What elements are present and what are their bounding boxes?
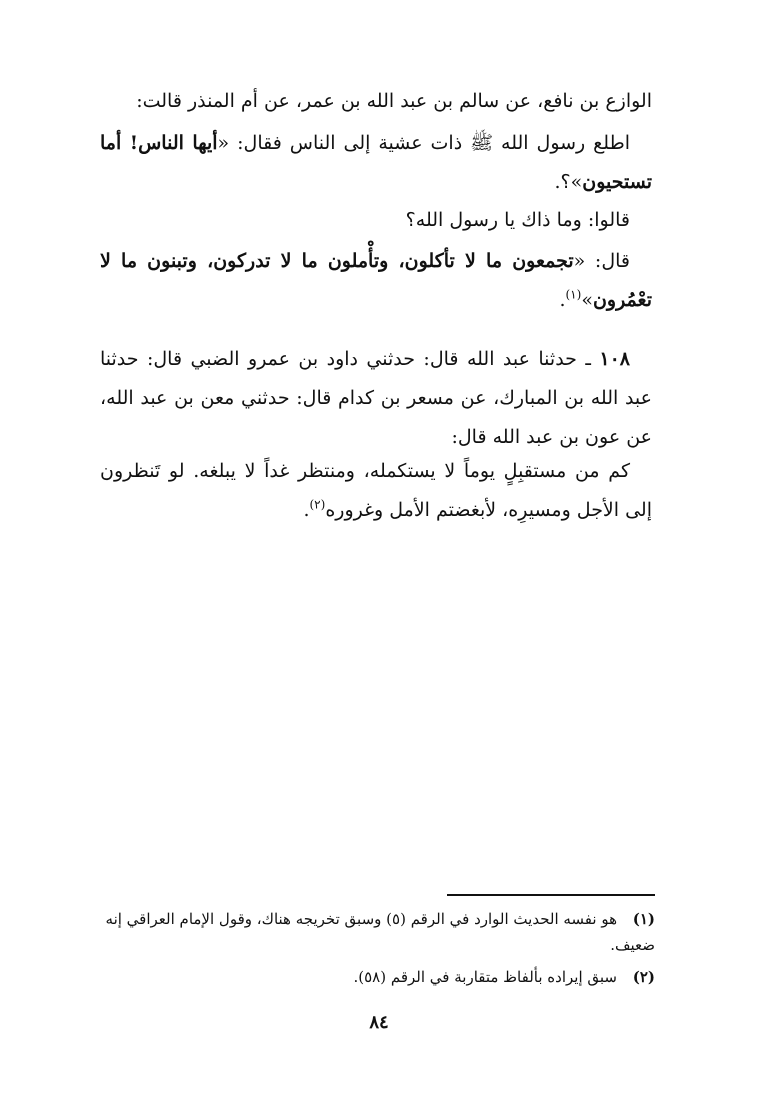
paragraph-6-line — [100, 452, 652, 530]
paragraph-saying-awn — [100, 452, 652, 530]
paragraph-6-tail: . — [303, 499, 310, 521]
paragraph-4-intro: قال: « — [573, 250, 630, 272]
paragraph-4-bold: تجمعون ما لا تأكلون، وتأْملون ما لا تدركون، وتبنون ما لا تعْمُرون — [100, 250, 652, 311]
paragraph-2-end: »؟. — [554, 171, 583, 193]
footnote-ref-1: (١) — [565, 287, 582, 302]
paragraph-prophet-saying — [100, 242, 652, 320]
footnote-1-text: هو نفسه الحديث الوارد في الرقم (٥) وسبق تخريجه هناك، وقول الإمام العراقي إنه ضعيف. — [105, 910, 655, 954]
footnotes-section — [100, 906, 655, 996]
footnote-2-text: سبق إيراده بألفاظ متقاربة في الرقم (٥٨). — [353, 968, 617, 986]
paragraph-4-line — [100, 242, 652, 320]
paragraph-5-text: ـ حدثنا عبد الله قال: حدثني داود بن عمرو الضبي قال: حدثنا عبد الله بن المبارك، عن مسعر بن كدام قال: حدثني معن بن عبد الله، عن عون بن عبد الله قال: — [100, 348, 652, 448]
footnote-1 — [100, 906, 655, 958]
paragraph-2-intro: اطلع رسول الله ﷺ ذات عشية إلى الناس فقال: « — [217, 132, 630, 154]
footnote-2 — [100, 964, 655, 990]
paragraph-companions-reply — [100, 201, 652, 240]
paragraph-4-end: » — [581, 289, 593, 311]
paragraph-isnad-continuation — [100, 82, 652, 121]
paragraph-1-text: الوازع بن نافع، عن سالم بن عبد الله بن عمر، عن أم المنذر قالت: — [136, 90, 652, 112]
paragraph-3-text: قالوا: وما ذاك يا رسول الله؟ — [405, 209, 630, 231]
footnote-2-marker: (٢) — [632, 968, 655, 986]
footnote-divider — [447, 894, 655, 896]
page-number: ٨٤ — [369, 1012, 389, 1033]
paragraph-6-text: كم من مستقبِلٍ يوماً لا يستكمله، ومنتظر غداً لا يبلغه. لو تَنظرون إلى الأجل ومسيرِه، لأبغضتم الأمل وغروره — [100, 460, 652, 521]
paragraph-hadith-opening — [100, 124, 652, 202]
narration-number: ١٠٨ — [599, 348, 630, 370]
footnote-ref-2: (٢) — [309, 497, 326, 512]
paragraph-narration-108 — [100, 340, 652, 457]
paragraph-4-tail: . — [559, 289, 566, 311]
paragraph-5-line — [100, 340, 652, 457]
footnote-1-marker: (١) — [632, 910, 655, 928]
paragraph-2-bold: أيها الناس! أما تستحيون — [100, 132, 652, 193]
paragraph-2-line — [100, 124, 652, 202]
